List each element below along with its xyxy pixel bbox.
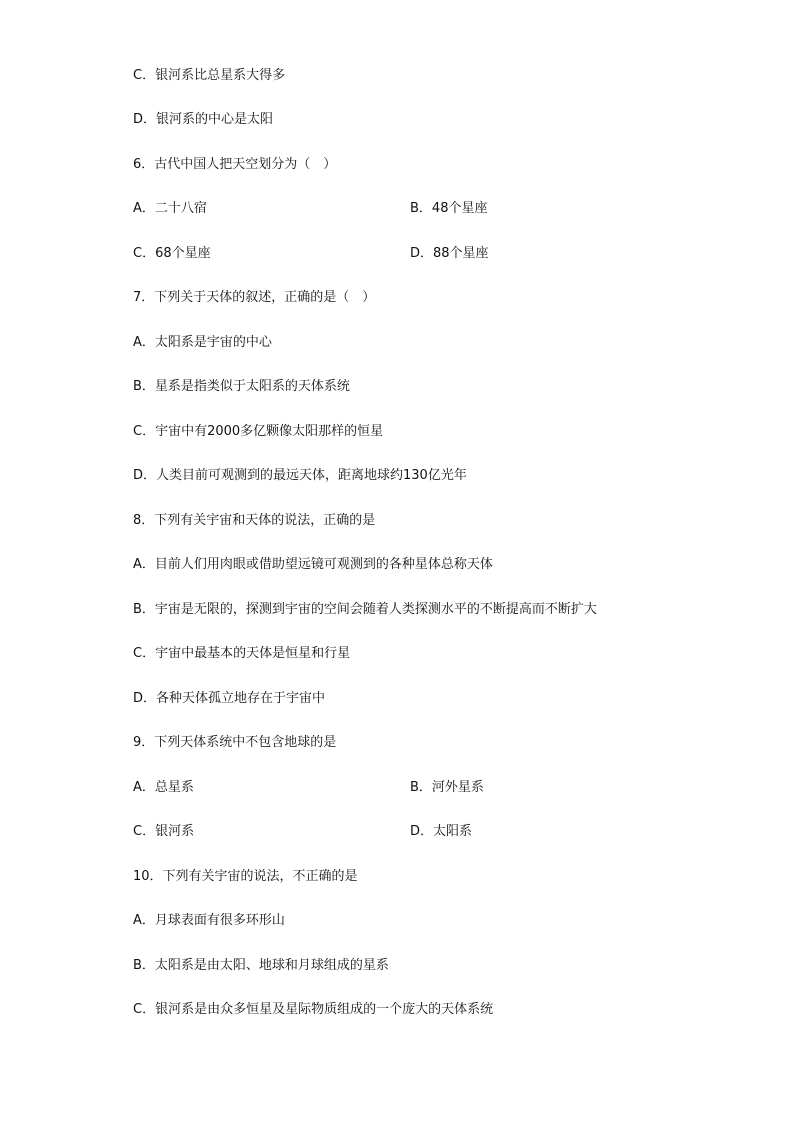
option-a-q7: A．太阳系是宇宙的中心 — [133, 335, 272, 350]
question-9: 9．下列天体系统中不包含地球的是 — [133, 735, 337, 750]
option-d-q7: D．人类目前可观测到的最远天体，距离地球约130亿光年 — [133, 468, 467, 483]
option-c-q9: C．银河系 — [133, 824, 195, 839]
option-a-q9: A．总星系 — [133, 780, 194, 795]
option-c-q6: C．68个星座 — [133, 246, 211, 261]
option-b-q8: B．宇宙是无限的，探测到宇宙的空间会随着人类探测水平的不断提高而不断扩大 — [133, 602, 597, 617]
option-d-q5: D．银河系的中心是太阳 — [133, 112, 274, 127]
option-a-q8: A．目前人们用肉眼或借助望远镜可观测到的各种星体总称天体 — [133, 557, 493, 572]
option-a-q10: A．月球表面有很多环形山 — [133, 913, 285, 928]
question-7: 7．下列关于天体的叙述，正确的是（ ） — [133, 290, 376, 305]
option-b-q10: B．太阳系是由太阳、地球和月球组成的星系 — [133, 958, 389, 973]
option-d-q8: D．各种天体孤立地存在于宇宙中 — [133, 691, 326, 706]
option-d-q9: D．太阳系 — [410, 824, 473, 839]
option-b-q6: B．48个星座 — [410, 201, 488, 216]
option-b-q7: B．星系是指类似于太阳系的天体系统 — [133, 379, 350, 394]
option-c-q8: C．宇宙中最基本的天体是恒星和行星 — [133, 646, 351, 661]
question-6: 6．古代中国人把天空划分为（ ） — [133, 157, 337, 172]
option-c-q10: C．银河系是由众多恒星及星际物质组成的一个庞大的天体系统 — [133, 1002, 494, 1017]
question-10: 10．下列有关宇宙的说法，不正确的是 — [133, 869, 358, 884]
question-8: 8．下列有关宇宙和天体的说法，正确的是 — [133, 513, 376, 528]
option-c-q5: C．银河系比总星系大得多 — [133, 68, 286, 83]
option-a-q6: A．二十八宿 — [133, 201, 207, 216]
option-c-q7: C．宇宙中有2000多亿颗像太阳那样的恒星 — [133, 424, 384, 439]
option-d-q6: D．88个星座 — [410, 246, 489, 261]
option-b-q9: B．河外星系 — [410, 780, 484, 795]
